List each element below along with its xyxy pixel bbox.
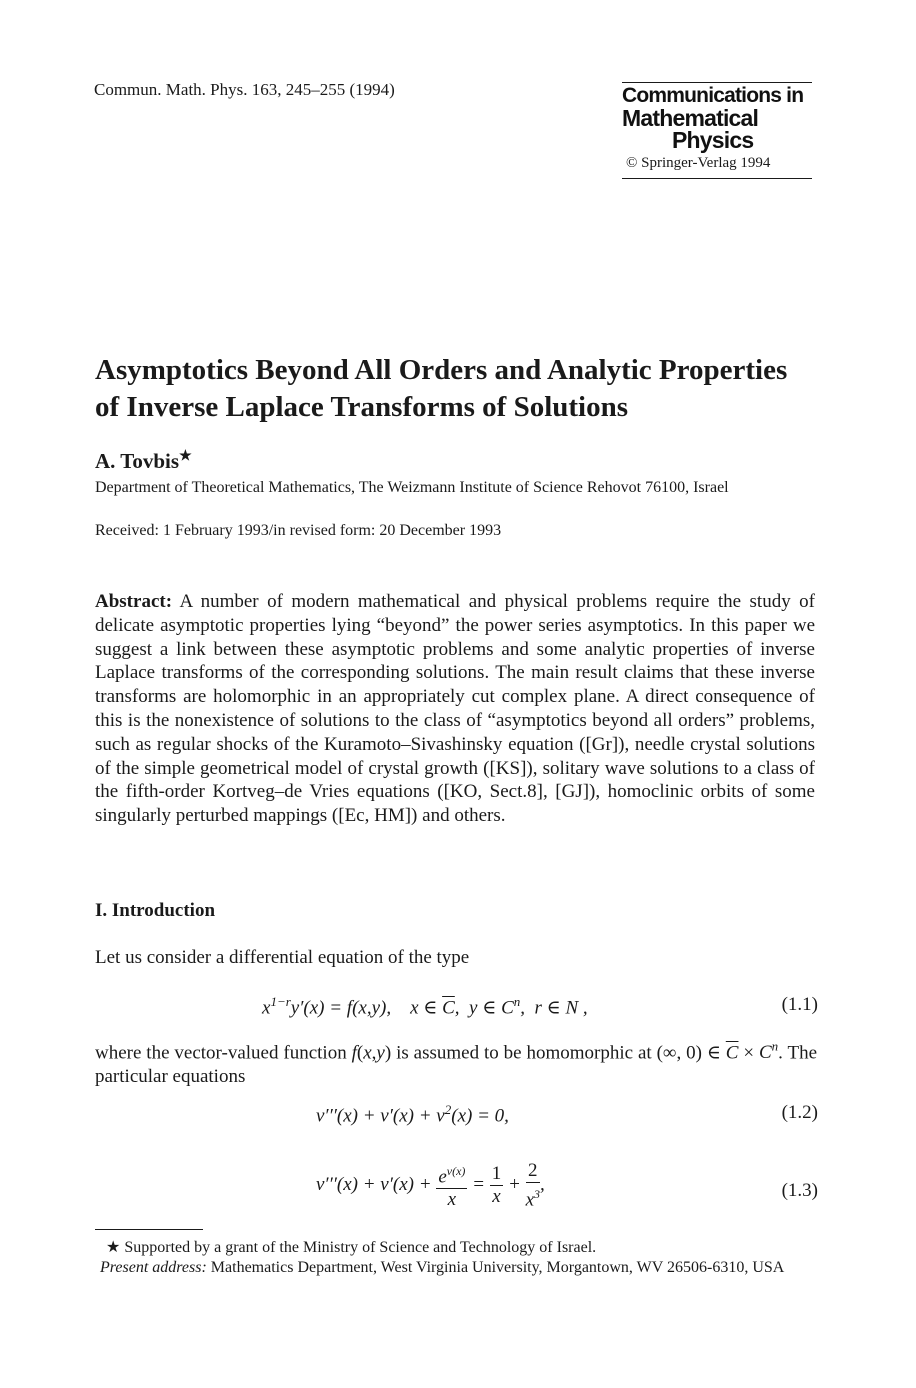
footnote-text-2: Mathematics Department, West Virginia University, Morgantown, WV 26506-6310, USA: [210, 1259, 785, 1276]
abstract-label: Abstract:: [95, 591, 173, 612]
journal-logo: [622, 82, 812, 179]
equation-1-2-number: (1.2): [781, 1102, 818, 1123]
journal-name-line2: Mathematical: [622, 105, 759, 131]
footnote-rule: [95, 1229, 203, 1230]
journal-name-line3: Physics: [672, 127, 754, 153]
equation-1-2: $v'''(x) + v'(x) + v^2(x) = 0$,: [316, 1102, 509, 1127]
affiliation: Department of Theoretical Mathematics, The Weizmann Institute of Science Rehovot 76100, Israel: [95, 479, 729, 496]
intro-paragraph-2-part3: The particular equations: [95, 1042, 818, 1087]
copyright: © Springer-Verlag 1994: [626, 155, 771, 171]
author-name: A. Tovbis: [95, 449, 180, 473]
author: [95, 448, 192, 474]
footnote-1: [100, 1238, 818, 1258]
paper-title: [95, 352, 835, 426]
section-heading: I. Introduction: [95, 900, 216, 921]
author-footnote-mark: ★: [179, 449, 192, 464]
equation-1-3: v′′′(x) + v′(x) + $\frac{e^{v(x)}}{x}$ = $\frac{1}{x}$ + $\frac{2}{x^3}$ ,: [316, 1160, 545, 1211]
intro-paragraph-2-part1: where the vector-valued function: [95, 1042, 347, 1064]
received-date: Received: 1 February 1993/in revised form: 20 December 1993: [95, 522, 502, 539]
footnote-text-1: Supported by a grant of the Ministry of Science and Technology of Israel.: [124, 1239, 597, 1256]
intro-paragraph-2-part2: is assumed to be homomorphic at: [396, 1042, 652, 1064]
equation-1-1: $x^{1-r}y'(x) = f(x,y)$, x ∈ $\overline{C}$, y ∈ $C^n$, r ∈ N ,: [262, 994, 588, 1019]
footnote-label-2: Present address:: [100, 1259, 207, 1276]
title-line2: of Inverse Laplace Transforms of Solutions: [95, 391, 629, 423]
footnote-2: [100, 1258, 818, 1278]
title-line1: Asymptotics Beyond All Orders and Analytic Properties: [95, 354, 788, 386]
journal-name-line1: Communications in: [622, 84, 804, 107]
abstract: [95, 590, 815, 828]
equation-1-3-number: (1.3): [781, 1180, 818, 1201]
intro-paragraph-2: where the vector-valued function f(x,y) is assumed to be homomorphic at (∞, 0) ∈ $\overline{C} \times C^n$. The particular equations: [95, 1039, 818, 1087]
footnote-mark: ★: [106, 1239, 121, 1256]
abstract-text: A number of modern mathematical and physical problems require the study of delicate asymptotic properties lying “beyond” the power series asymptotics. In this paper we suggest a link between these asymptotic problems and some analytic properties of inverse Laplace transforms of the corresponding solutions. The main result claims that these inverse transforms are holomorphic in an appropriately cut complex plane. A direct consequence of this is the nonexistence of solutions to the class of “asymptotics beyond all orders” problems, such as regular shocks of the Kuramoto–Sivashinsky equation ([Gr]), needle crystal solutions of the simple geometrical model of crystal growth ([KS]), solitary wave solutions to a class of the fifth-order Kortveg–de Vries equations ([KO, Sect.8], [GJ]), homoclinic orbits of some singularly perturbed mappings ([Ec, HM]) and others.: [95, 591, 815, 827]
equation-1-1-number: (1.1): [781, 994, 818, 1015]
citation: Commun. Math. Phys. 163, 245–255 (1994): [94, 80, 395, 99]
journal-rule-bottom: [622, 178, 812, 179]
intro-paragraph-1: Let us consider a differential equation of the type: [95, 947, 470, 968]
